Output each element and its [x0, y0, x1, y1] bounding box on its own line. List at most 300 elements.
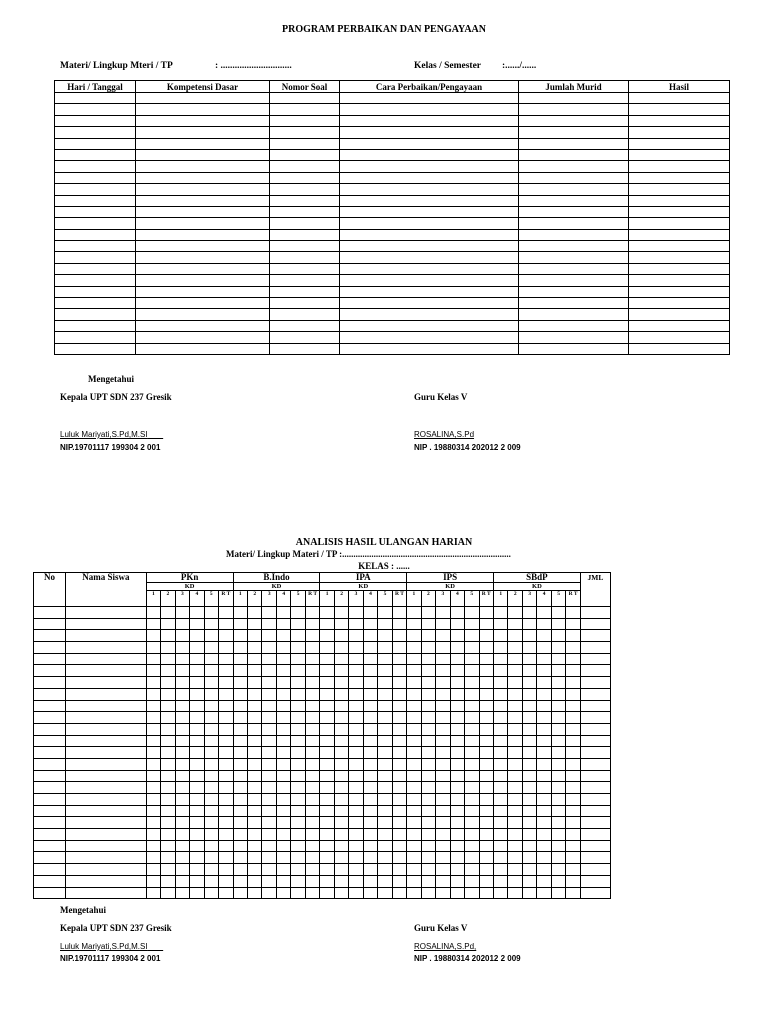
table-cell[interactable]	[270, 115, 340, 126]
table-cell[interactable]	[522, 887, 536, 899]
table-cell[interactable]	[219, 642, 234, 654]
table-cell[interactable]	[566, 712, 580, 724]
table-cell[interactable]	[175, 829, 189, 841]
table-cell[interactable]	[450, 829, 464, 841]
table-cell[interactable]	[136, 263, 270, 274]
table-cell[interactable]	[190, 840, 204, 852]
table-cell[interactable]	[566, 700, 580, 712]
table-cell[interactable]	[363, 805, 377, 817]
table-cell[interactable]	[340, 184, 519, 195]
table-cell[interactable]	[305, 852, 319, 864]
table-cell[interactable]	[392, 735, 406, 747]
table-cell[interactable]	[204, 794, 218, 806]
table-cell[interactable]	[190, 829, 204, 841]
table-cell[interactable]	[551, 665, 565, 677]
table-cell[interactable]	[34, 887, 66, 899]
table-cell[interactable]	[436, 887, 450, 899]
table-cell[interactable]	[161, 770, 175, 782]
table-cell[interactable]	[407, 852, 421, 864]
table-cell[interactable]	[580, 817, 610, 829]
table-cell[interactable]	[204, 805, 218, 817]
table-cell[interactable]	[291, 735, 305, 747]
table-cell[interactable]	[522, 642, 536, 654]
table-cell[interactable]	[378, 887, 392, 899]
table-cell[interactable]	[276, 829, 290, 841]
table-cell[interactable]	[494, 688, 508, 700]
table-cell[interactable]	[551, 758, 565, 770]
table-cell[interactable]	[175, 758, 189, 770]
table-cell[interactable]	[494, 642, 508, 654]
table-cell[interactable]	[479, 782, 493, 794]
table-cell[interactable]	[55, 332, 136, 343]
table-cell[interactable]	[190, 642, 204, 654]
table-cell[interactable]	[66, 653, 147, 665]
table-cell[interactable]	[494, 805, 508, 817]
table-cell[interactable]	[519, 229, 629, 240]
table-cell[interactable]	[146, 618, 160, 630]
table-cell[interactable]	[66, 817, 147, 829]
table-cell[interactable]	[421, 618, 435, 630]
table-cell[interactable]	[436, 607, 450, 619]
table-cell[interactable]	[291, 618, 305, 630]
table-cell[interactable]	[320, 782, 334, 794]
table-cell[interactable]	[248, 747, 262, 759]
table-cell[interactable]	[537, 782, 551, 794]
table-cell[interactable]	[494, 677, 508, 689]
table-cell[interactable]	[421, 665, 435, 677]
table-cell[interactable]	[519, 275, 629, 286]
table-cell[interactable]	[291, 794, 305, 806]
table-cell[interactable]	[161, 677, 175, 689]
table-cell[interactable]	[270, 298, 340, 309]
table-cell[interactable]	[276, 712, 290, 724]
table-cell[interactable]	[522, 630, 536, 642]
table-cell[interactable]	[519, 252, 629, 263]
table-cell[interactable]	[175, 723, 189, 735]
table-cell[interactable]	[233, 758, 247, 770]
table-cell[interactable]	[262, 665, 276, 677]
table-cell[interactable]	[465, 642, 479, 654]
table-cell[interactable]	[233, 618, 247, 630]
table-cell[interactable]	[334, 712, 348, 724]
table-cell[interactable]	[66, 864, 147, 876]
table-cell[interactable]	[378, 677, 392, 689]
table-cell[interactable]	[378, 747, 392, 759]
table-cell[interactable]	[508, 840, 522, 852]
table-cell[interactable]	[190, 794, 204, 806]
table-cell[interactable]	[508, 735, 522, 747]
table-cell[interactable]	[407, 782, 421, 794]
table-cell[interactable]	[291, 653, 305, 665]
table-cell[interactable]	[55, 93, 136, 104]
table-cell[interactable]	[340, 286, 519, 297]
table-cell[interactable]	[494, 864, 508, 876]
table-cell[interactable]	[233, 677, 247, 689]
table-cell[interactable]	[407, 630, 421, 642]
table-cell[interactable]	[233, 794, 247, 806]
table-cell[interactable]	[136, 115, 270, 126]
table-cell[interactable]	[551, 735, 565, 747]
table-cell[interactable]	[450, 770, 464, 782]
table-cell[interactable]	[363, 770, 377, 782]
table-cell[interactable]	[349, 735, 363, 747]
table-cell[interactable]	[363, 875, 377, 887]
table-cell[interactable]	[340, 138, 519, 149]
table-cell[interactable]	[349, 607, 363, 619]
table-cell[interactable]	[146, 700, 160, 712]
table-cell[interactable]	[629, 149, 730, 160]
table-cell[interactable]	[537, 618, 551, 630]
table-cell[interactable]	[494, 747, 508, 759]
table-cell[interactable]	[262, 653, 276, 665]
table-cell[interactable]	[276, 758, 290, 770]
table-cell[interactable]	[204, 887, 218, 899]
table-cell[interactable]	[136, 332, 270, 343]
table-cell[interactable]	[175, 642, 189, 654]
table-cell[interactable]	[270, 218, 340, 229]
table-cell[interactable]	[204, 747, 218, 759]
table-cell[interactable]	[537, 630, 551, 642]
table-cell[interactable]	[291, 887, 305, 899]
table-cell[interactable]	[175, 700, 189, 712]
table-cell[interactable]	[363, 747, 377, 759]
table-cell[interactable]	[551, 805, 565, 817]
table-cell[interactable]	[66, 607, 147, 619]
table-cell[interactable]	[204, 677, 218, 689]
table-cell[interactable]	[508, 607, 522, 619]
table-cell[interactable]	[204, 665, 218, 677]
table-cell[interactable]	[340, 343, 519, 354]
table-cell[interactable]	[508, 805, 522, 817]
table-cell[interactable]	[55, 343, 136, 354]
table-cell[interactable]	[522, 665, 536, 677]
table-cell[interactable]	[551, 852, 565, 864]
table-cell[interactable]	[262, 887, 276, 899]
table-cell[interactable]	[566, 875, 580, 887]
table-cell[interactable]	[363, 618, 377, 630]
table-cell[interactable]	[407, 618, 421, 630]
table-cell[interactable]	[233, 840, 247, 852]
table-cell[interactable]	[566, 723, 580, 735]
table-cell[interactable]	[407, 653, 421, 665]
table-cell[interactable]	[248, 630, 262, 642]
table-cell[interactable]	[66, 618, 147, 630]
table-cell[interactable]	[175, 618, 189, 630]
table-cell[interactable]	[233, 642, 247, 654]
table-cell[interactable]	[291, 700, 305, 712]
table-cell[interactable]	[421, 770, 435, 782]
table-cell[interactable]	[537, 723, 551, 735]
table-cell[interactable]	[519, 93, 629, 104]
table-cell[interactable]	[334, 735, 348, 747]
table-cell[interactable]	[519, 184, 629, 195]
table-cell[interactable]	[219, 840, 234, 852]
table-cell[interactable]	[219, 758, 234, 770]
table-cell[interactable]	[508, 712, 522, 724]
table-cell[interactable]	[465, 782, 479, 794]
table-cell[interactable]	[161, 758, 175, 770]
table-cell[interactable]	[340, 309, 519, 320]
table-cell[interactable]	[262, 735, 276, 747]
table-cell[interactable]	[407, 817, 421, 829]
table-cell[interactable]	[161, 864, 175, 876]
table-cell[interactable]	[219, 864, 234, 876]
table-cell[interactable]	[233, 688, 247, 700]
table-cell[interactable]	[219, 887, 234, 899]
table-cell[interactable]	[450, 653, 464, 665]
table-cell[interactable]	[262, 607, 276, 619]
table-cell[interactable]	[522, 794, 536, 806]
table-cell[interactable]	[270, 184, 340, 195]
table-cell[interactable]	[34, 630, 66, 642]
table-cell[interactable]	[629, 309, 730, 320]
table-cell[interactable]	[349, 805, 363, 817]
table-cell[interactable]	[392, 782, 406, 794]
table-cell[interactable]	[519, 127, 629, 138]
table-cell[interactable]	[291, 817, 305, 829]
table-cell[interactable]	[580, 618, 610, 630]
table-cell[interactable]	[55, 127, 136, 138]
table-cell[interactable]	[465, 653, 479, 665]
table-cell[interactable]	[436, 653, 450, 665]
table-cell[interactable]	[161, 723, 175, 735]
table-cell[interactable]	[407, 805, 421, 817]
table-cell[interactable]	[407, 723, 421, 735]
table-cell[interactable]	[66, 794, 147, 806]
table-cell[interactable]	[276, 688, 290, 700]
table-cell[interactable]	[270, 275, 340, 286]
table-cell[interactable]	[465, 817, 479, 829]
table-cell[interactable]	[334, 875, 348, 887]
table-cell[interactable]	[629, 275, 730, 286]
table-cell[interactable]	[270, 149, 340, 160]
table-cell[interactable]	[136, 195, 270, 206]
table-cell[interactable]	[276, 817, 290, 829]
table-cell[interactable]	[494, 875, 508, 887]
table-cell[interactable]	[580, 735, 610, 747]
table-cell[interactable]	[421, 723, 435, 735]
table-cell[interactable]	[66, 677, 147, 689]
table-cell[interactable]	[291, 840, 305, 852]
table-cell[interactable]	[566, 852, 580, 864]
table-cell[interactable]	[378, 840, 392, 852]
table-cell[interactable]	[537, 805, 551, 817]
table-cell[interactable]	[537, 700, 551, 712]
table-cell[interactable]	[270, 93, 340, 104]
table-cell[interactable]	[66, 758, 147, 770]
table-cell[interactable]	[262, 852, 276, 864]
table-cell[interactable]	[519, 172, 629, 183]
table-cell[interactable]	[55, 309, 136, 320]
table-cell[interactable]	[566, 805, 580, 817]
table-cell[interactable]	[270, 206, 340, 217]
table-cell[interactable]	[450, 794, 464, 806]
table-cell[interactable]	[465, 712, 479, 724]
table-cell[interactable]	[276, 723, 290, 735]
table-cell[interactable]	[270, 332, 340, 343]
table-cell[interactable]	[55, 195, 136, 206]
table-cell[interactable]	[421, 805, 435, 817]
table-cell[interactable]	[276, 630, 290, 642]
table-cell[interactable]	[392, 677, 406, 689]
table-cell[interactable]	[392, 805, 406, 817]
table-cell[interactable]	[349, 618, 363, 630]
table-cell[interactable]	[291, 712, 305, 724]
table-cell[interactable]	[349, 758, 363, 770]
table-cell[interactable]	[219, 852, 234, 864]
table-cell[interactable]	[566, 817, 580, 829]
table-cell[interactable]	[305, 630, 319, 642]
table-cell[interactable]	[494, 607, 508, 619]
table-cell[interactable]	[305, 735, 319, 747]
table-cell[interactable]	[161, 735, 175, 747]
table-cell[interactable]	[334, 688, 348, 700]
table-cell[interactable]	[34, 758, 66, 770]
table-cell[interactable]	[407, 712, 421, 724]
table-cell[interactable]	[629, 115, 730, 126]
table-cell[interactable]	[479, 618, 493, 630]
table-cell[interactable]	[276, 794, 290, 806]
table-cell[interactable]	[494, 852, 508, 864]
table-cell[interactable]	[204, 735, 218, 747]
table-cell[interactable]	[519, 195, 629, 206]
table-cell[interactable]	[436, 829, 450, 841]
table-cell[interactable]	[450, 723, 464, 735]
table-cell[interactable]	[34, 677, 66, 689]
table-cell[interactable]	[363, 653, 377, 665]
table-cell[interactable]	[161, 712, 175, 724]
table-cell[interactable]	[55, 161, 136, 172]
table-cell[interactable]	[248, 677, 262, 689]
table-cell[interactable]	[270, 309, 340, 320]
table-cell[interactable]	[436, 770, 450, 782]
table-cell[interactable]	[436, 875, 450, 887]
table-cell[interactable]	[219, 630, 234, 642]
table-cell[interactable]	[580, 700, 610, 712]
table-cell[interactable]	[522, 653, 536, 665]
table-cell[interactable]	[146, 829, 160, 841]
table-cell[interactable]	[204, 642, 218, 654]
table-cell[interactable]	[219, 794, 234, 806]
table-cell[interactable]	[276, 665, 290, 677]
table-cell[interactable]	[479, 607, 493, 619]
table-cell[interactable]	[537, 864, 551, 876]
table-cell[interactable]	[204, 758, 218, 770]
table-cell[interactable]	[262, 723, 276, 735]
table-cell[interactable]	[378, 864, 392, 876]
table-cell[interactable]	[363, 607, 377, 619]
table-cell[interactable]	[363, 758, 377, 770]
table-cell[interactable]	[276, 887, 290, 899]
table-cell[interactable]	[494, 618, 508, 630]
table-cell[interactable]	[334, 642, 348, 654]
table-cell[interactable]	[276, 782, 290, 794]
table-cell[interactable]	[34, 829, 66, 841]
table-cell[interactable]	[566, 630, 580, 642]
table-cell[interactable]	[378, 665, 392, 677]
table-cell[interactable]	[334, 723, 348, 735]
table-cell[interactable]	[262, 677, 276, 689]
table-cell[interactable]	[219, 712, 234, 724]
table-cell[interactable]	[421, 747, 435, 759]
table-cell[interactable]	[34, 817, 66, 829]
table-cell[interactable]	[436, 840, 450, 852]
table-cell[interactable]	[378, 805, 392, 817]
table-cell[interactable]	[392, 642, 406, 654]
table-cell[interactable]	[551, 618, 565, 630]
table-cell[interactable]	[320, 642, 334, 654]
table-cell[interactable]	[334, 852, 348, 864]
table-cell[interactable]	[519, 115, 629, 126]
table-cell[interactable]	[204, 700, 218, 712]
table-cell[interactable]	[465, 770, 479, 782]
table-cell[interactable]	[522, 770, 536, 782]
table-cell[interactable]	[378, 630, 392, 642]
table-cell[interactable]	[248, 700, 262, 712]
table-cell[interactable]	[334, 700, 348, 712]
table-cell[interactable]	[334, 665, 348, 677]
table-cell[interactable]	[276, 747, 290, 759]
table-cell[interactable]	[465, 700, 479, 712]
table-cell[interactable]	[580, 653, 610, 665]
table-cell[interactable]	[629, 161, 730, 172]
table-cell[interactable]	[421, 700, 435, 712]
table-cell[interactable]	[66, 770, 147, 782]
table-cell[interactable]	[349, 677, 363, 689]
table-cell[interactable]	[146, 677, 160, 689]
table-cell[interactable]	[465, 630, 479, 642]
table-cell[interactable]	[479, 630, 493, 642]
table-cell[interactable]	[305, 723, 319, 735]
table-cell[interactable]	[508, 747, 522, 759]
table-cell[interactable]	[175, 794, 189, 806]
table-cell[interactable]	[522, 852, 536, 864]
table-cell[interactable]	[233, 829, 247, 841]
table-cell[interactable]	[233, 817, 247, 829]
table-cell[interactable]	[479, 817, 493, 829]
table-cell[interactable]	[146, 887, 160, 899]
table-cell[interactable]	[146, 747, 160, 759]
table-cell[interactable]	[629, 241, 730, 252]
table-cell[interactable]	[580, 805, 610, 817]
table-cell[interactable]	[349, 782, 363, 794]
table-cell[interactable]	[580, 770, 610, 782]
table-cell[interactable]	[204, 688, 218, 700]
table-cell[interactable]	[537, 735, 551, 747]
table-cell[interactable]	[305, 864, 319, 876]
table-cell[interactable]	[175, 770, 189, 782]
table-cell[interactable]	[248, 665, 262, 677]
table-cell[interactable]	[551, 642, 565, 654]
table-cell[interactable]	[537, 712, 551, 724]
table-cell[interactable]	[233, 723, 247, 735]
table-cell[interactable]	[519, 241, 629, 252]
table-cell[interactable]	[66, 887, 147, 899]
table-cell[interactable]	[161, 782, 175, 794]
table-cell[interactable]	[421, 630, 435, 642]
table-cell[interactable]	[392, 770, 406, 782]
table-cell[interactable]	[175, 887, 189, 899]
table-cell[interactable]	[465, 829, 479, 841]
table-cell[interactable]	[340, 218, 519, 229]
table-cell[interactable]	[392, 618, 406, 630]
table-cell[interactable]	[508, 677, 522, 689]
table-cell[interactable]	[305, 642, 319, 654]
table-cell[interactable]	[320, 758, 334, 770]
table-cell[interactable]	[450, 817, 464, 829]
table-cell[interactable]	[436, 688, 450, 700]
table-cell[interactable]	[494, 829, 508, 841]
